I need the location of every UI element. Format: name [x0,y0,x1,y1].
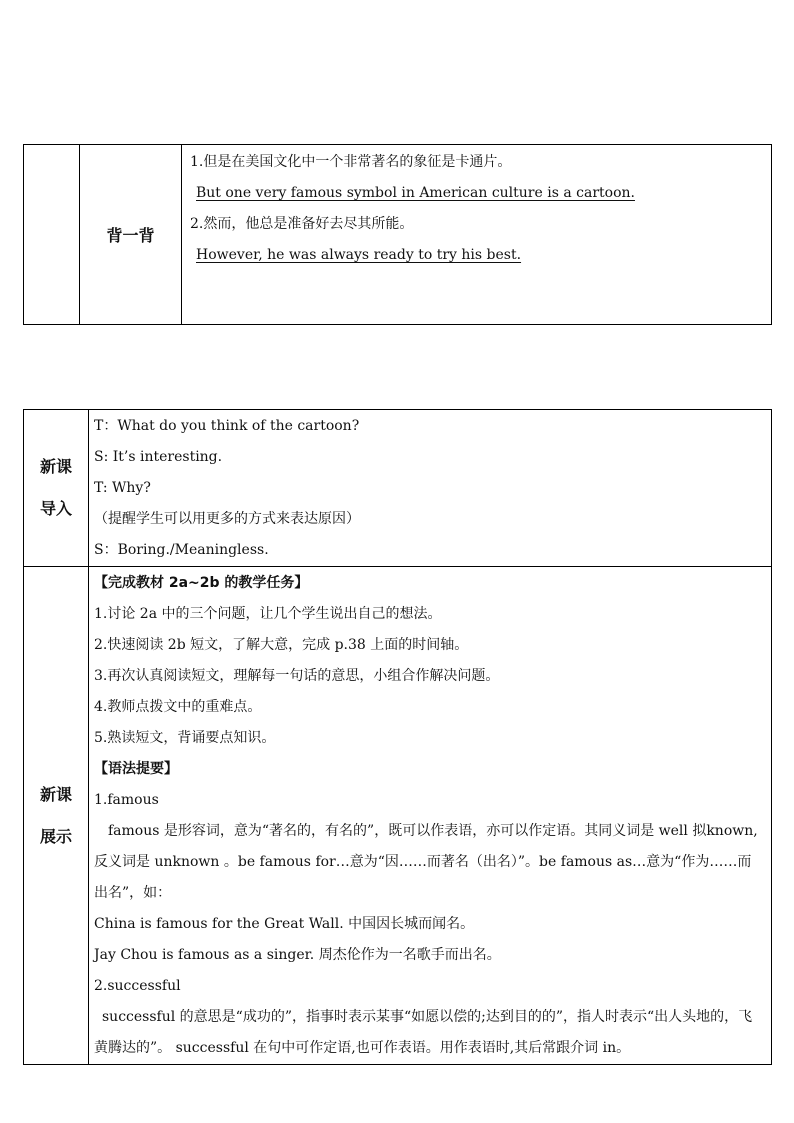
task-2: 2.快速阅读 2b 短文，了解大意，完成 p.38 上面的时间轴。 [94,637,469,653]
recite-line-2-cn: 2.然而，他总是准备好去尽其所能。 [190,216,414,232]
task-1: 1.讨论 2a 中的三个问题，让几个学生说出自己的想法。 [94,606,442,622]
recite-line-1-en: But one very famous symbol in American culture is a cartoon. [196,185,635,201]
task-3: 3.再次认真阅读短文，理解每一句话的意思，小组合作解决问题。 [94,668,500,684]
intro-line-4: （提醒学生可以用更多的方式来表达原因） [94,511,360,527]
intro-label [24,410,89,567]
intro-content [89,410,772,567]
recite-line-2-en: However, he was always ready to try his best. [196,247,522,263]
intro-line-1: T：What do you think of the cartoon? [94,418,360,434]
recite-content [182,145,772,325]
recite-line-1-cn: 1.但是在美国文化中一个非常著名的象征是卡通片。 [190,154,512,170]
intro-label-2: 导入 [39,499,72,518]
intro-line-5: S：Boring./Meaningless. [94,542,269,558]
grammar-2-paragraph: successful 的意思是“成功的”，指事时表示某事“如愿以偿的;达到目的的”，指人时表示“出人头地的，飞黄腾达的”。 successful 在句中可作定语,也可作表语。用作表语时,其后常跟介词 in。 [94,1009,753,1056]
show-label-2: 展示 [39,826,72,846]
intro-label-1: 新课 [39,457,72,476]
show-content [89,567,772,1065]
lesson-table [23,409,772,1065]
grammar-1-paragraph: famous 是形容词，意为“著名的，有名的”，既可以作表语，亦可以作定语。其同义词是 well 拟known, 反义词是 unknown 。be famous for…意为“因……而著名（出名）”。be famous as…意为“作为……而出名”，如： [94,823,758,901]
blank-cell [24,145,80,325]
task-heading: 【完成教材 2a~2b 的教学任务】 [94,575,309,591]
intro-line-2: S: It’s interesting. [94,449,223,465]
task-4: 4.教师点拨文中的重难点。 [94,699,262,715]
grammar-1-example-1: China is famous for the Great Wall. 中国因长城而闻名。 [94,916,475,932]
grammar-2-title: 2.successful [94,978,181,994]
recite-label: 背一背 [80,145,182,325]
recite-table [23,144,772,325]
show-label [24,567,89,1065]
intro-line-3: T: Why? [94,480,151,496]
grammar-1-example-2: Jay Chou is famous as a singer. 周杰伦作为一名歌手而出名。 [94,947,501,963]
grammar-1-title: 1.famous [94,792,159,808]
grammar-heading: 【语法提要】 [94,761,178,777]
show-label-1: 新课 [39,784,72,804]
task-5: 5.熟读短文，背诵要点知识。 [94,730,276,746]
